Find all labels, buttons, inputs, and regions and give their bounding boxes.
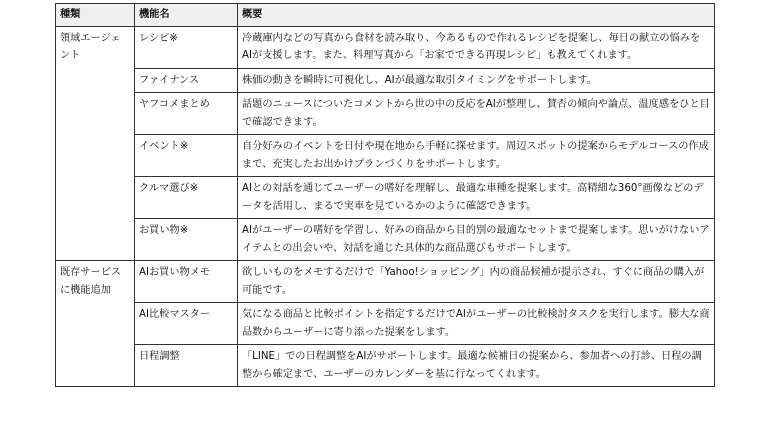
table-row [56,68,715,93]
feature-table [55,3,715,387]
feature-desc: 株価の動きを瞬時に可視化し、AIが最適な取引タイミングをサポートします。 [238,68,715,93]
header-summary: 概要 [238,4,715,27]
table-row [56,345,715,387]
table-row [56,177,715,219]
feature-desc: AIとの対話を通じてユーザーの嗜好を理解し、最適な車種を提案します。高精細な360°画像などのデータを活用し、まるで実車を見ているかのように確認できます。 [238,177,715,219]
table-row [56,26,715,68]
feature-name: イベント※ [135,135,238,177]
feature-desc: 「LINE」での日程調整をAIがサポートします。最適な候補日の提案から、参加者への打診、日程の調整から確定まで、ユーザーのカレンダーを基に行なってくれます。 [238,345,715,387]
feature-name: ファイナンス [135,68,238,93]
table-row [56,303,715,345]
feature-name: AIお買い物メモ [135,261,238,303]
type-cell: 領域エージェント [56,26,135,261]
feature-name: 日程調整 [135,345,238,387]
feature-desc: 欲しいものをメモするだけで「Yahoo!ショッピング」内の商品候補が提示され、すぐに商品の購入が可能です。 [238,261,715,303]
table-row [56,219,715,261]
header-name: 機能名 [135,4,238,27]
feature-name: レシピ※ [135,26,238,68]
feature-desc: AIがユーザーの嗜好を学習し、好みの商品から目的別の最適なセットまで提案します。思いがけないアイテムとの出会いや、対話を通じた具体的な商品選びもサポートします。 [238,219,715,261]
feature-name: お買い物※ [135,219,238,261]
feature-name: クルマ選び※ [135,177,238,219]
feature-desc: 自分好みのイベントを日付や現在地から手軽に探せます。周辺スポットの提案からモデルコースの作成まで、充実したお出かけプランづくりをサポートします。 [238,135,715,177]
feature-desc: 話題のニュースについたコメントから世の中の反応をAIが整理し、賛否の傾向や論点、温度感をひと目で確認できます。 [238,93,715,135]
header-row [56,4,715,27]
feature-desc: 冷蔵庫内などの写真から食材を読み取り、今あるもので作れるレシピを提案し、毎日の献立の悩みをAIが支援します。また、料理写真から「お家でできる再現レシピ」も教えてくれます。 [238,26,715,68]
feature-desc: 気になる商品と比較ポイントを指定するだけでAIがユーザーの比較検討タスクを実行します。膨大な商品数からユーザーに寄り添った提案をします。 [238,303,715,345]
feature-name: ヤフコメまとめ [135,93,238,135]
table-row [56,261,715,303]
header-type: 種類 [56,4,135,27]
type-cell: 既存サービスに機能追加 [56,261,135,387]
table-row [56,135,715,177]
feature-name: AI比較マスター [135,303,238,345]
table-row [56,93,715,135]
